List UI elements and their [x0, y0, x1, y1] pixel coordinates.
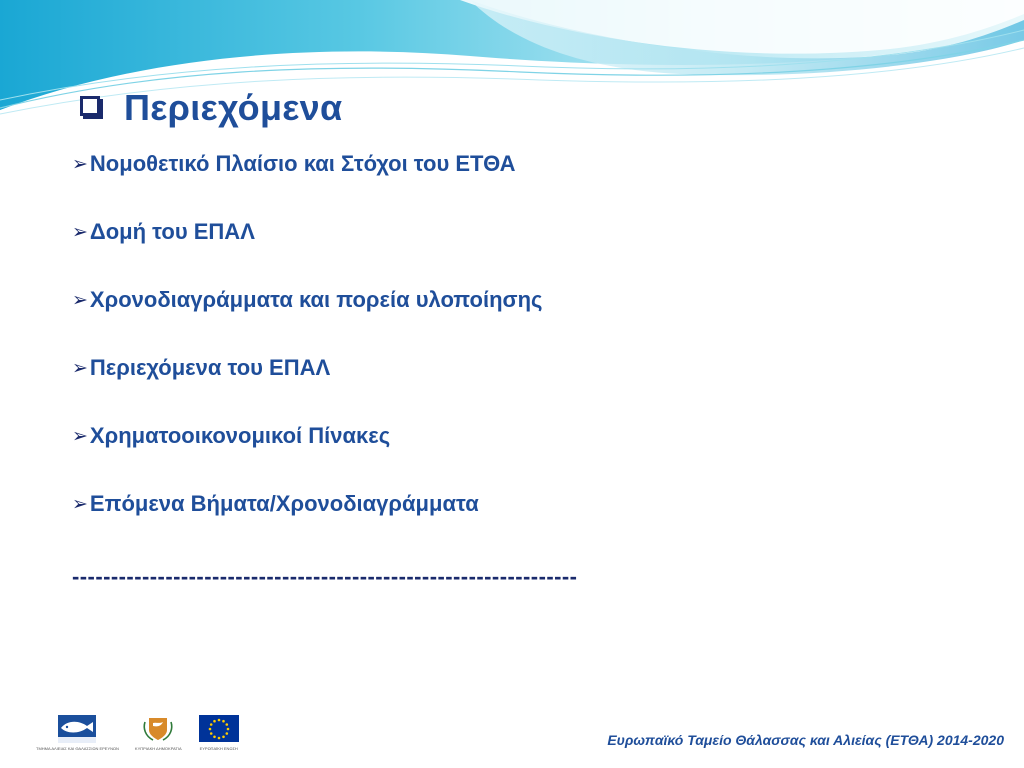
list-item-label: Περιεχόμενα του ΕΠΑΛ: [89, 355, 331, 380]
logo-caption: ΤΜΗΜΑ ΑΛΙΕΙΑΣ ΚΑΙ ΘΑΛΑΣΣΙΩΝ ΕΡΕΥΝΩΝ: [36, 746, 119, 751]
dashed-separator: -----------------------------------------------------------------: [72, 564, 578, 589]
list-item-label: Επόμενα Βήματα/Χρονοδιαγράμματα: [89, 491, 479, 516]
cyprus-coat-of-arms-logo: [135, 714, 182, 751]
fisheries-department-logo: [36, 714, 119, 751]
list-item: [72, 490, 542, 558]
eu-flag-logo: [198, 714, 240, 751]
list-item-label: Δομή του ΕΠΑΛ: [89, 219, 255, 244]
list-item: [72, 422, 542, 490]
slide-title: Περιεχόμενα: [124, 87, 343, 128]
slide-header: [80, 86, 342, 130]
list-item-label: Νομοθετικό Πλαίσιο και Στόχοι του ΕΤΘΑ: [89, 151, 516, 176]
contents-list: [72, 150, 542, 558]
arrow-bullet-icon: ➢: [72, 493, 88, 515]
list-item: [72, 354, 542, 422]
logo-caption: ΚΥΠΡΙΑΚΗ ΔΗΜΟΚΡΑΤΙΑ: [134, 746, 182, 751]
arrow-bullet-icon: ➢: [72, 289, 88, 311]
cyprus-coat-of-arms-icon: [141, 714, 175, 744]
arrow-bullet-icon: ➢: [72, 221, 88, 243]
arrow-bullet-icon: ➢: [72, 153, 88, 175]
checkbox-bullet-icon: [80, 96, 100, 116]
list-item: [72, 286, 542, 354]
list-item: [72, 150, 542, 218]
list-item-label: Χρονοδιαγράμματα και πορεία υλοποίησης: [89, 287, 543, 312]
footer-text: Ευρωπαϊκό Ταμείο Θάλασσας και Αλιείας (ΕΤΘΑ) 2014-2020: [607, 732, 1004, 748]
logo-caption: ΕΥΡΩΠΑΪΚΗ ΕΝΩΣΗ: [199, 746, 238, 751]
arrow-bullet-icon: ➢: [72, 425, 88, 447]
arrow-bullet-icon: ➢: [72, 357, 88, 379]
fisheries-department-logo-icon: [57, 714, 97, 744]
footer-logos: [36, 714, 240, 751]
eu-flag-icon: [198, 714, 240, 744]
list-item-label: Χρηματοοικονομικοί Πίνακες: [89, 423, 391, 448]
list-item: [72, 218, 542, 286]
